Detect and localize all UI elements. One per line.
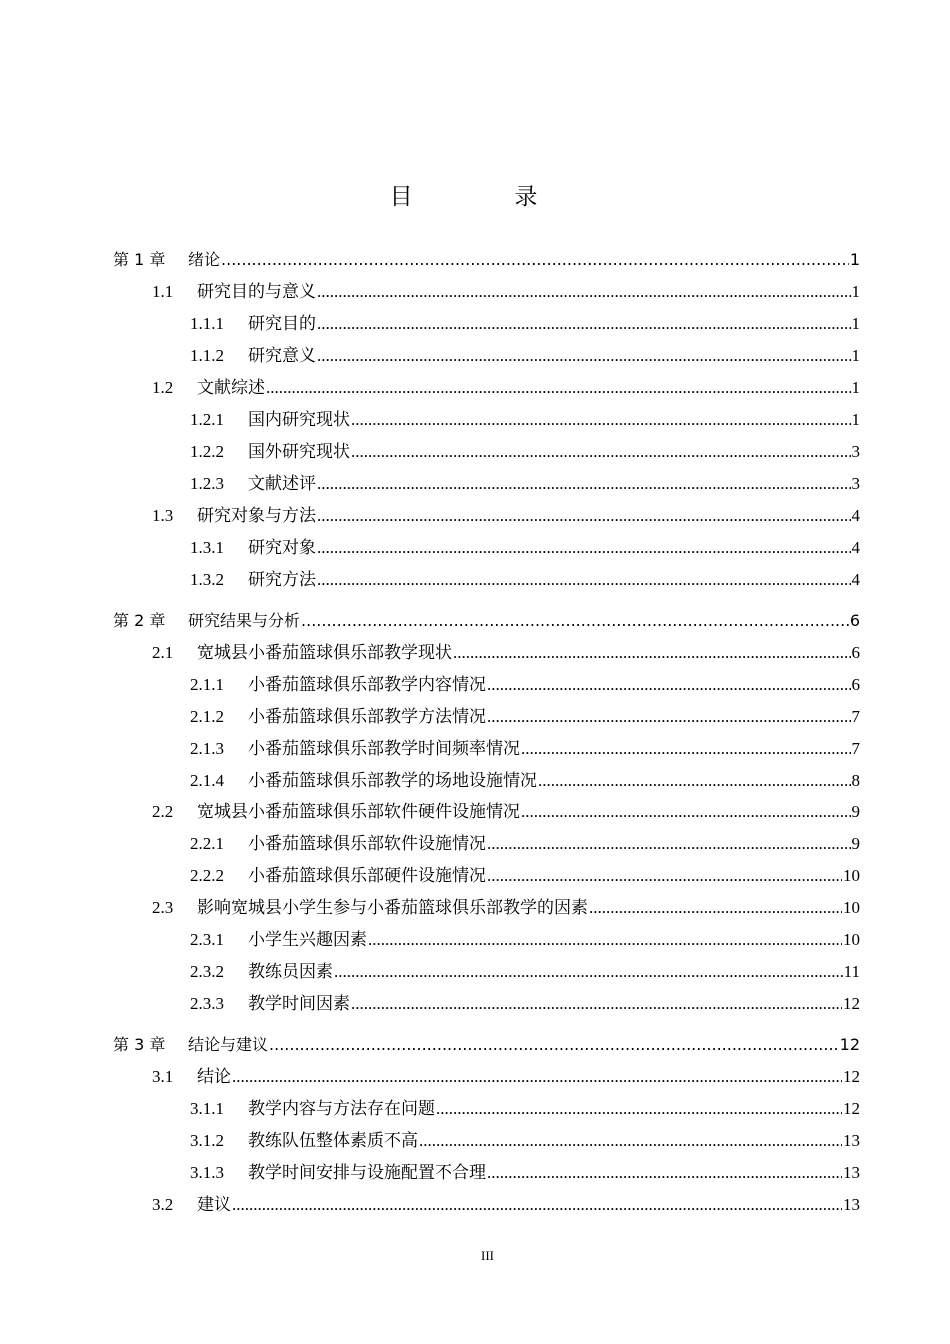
toc-leader-dots	[221, 249, 849, 271]
toc-entry[interactable]	[0, 1098, 860, 1120]
toc-entry-number: 2.3.1	[190, 930, 224, 949]
toc-entry-title: 绪论	[188, 250, 221, 269]
toc-leader-dots	[317, 281, 851, 303]
toc-entry-page: 12	[843, 1067, 860, 1086]
toc-entry[interactable]	[0, 441, 860, 463]
toc-entry[interactable]	[0, 865, 860, 887]
toc-leader-dots	[589, 897, 842, 919]
toc-entry-page: 6	[851, 643, 860, 662]
toc-entry[interactable]	[0, 642, 860, 664]
toc-entry-title: 研究对象与方法	[197, 506, 316, 525]
toc-entry-page: 6	[851, 675, 860, 694]
toc-entry[interactable]	[0, 1034, 860, 1056]
toc-entry[interactable]	[0, 738, 860, 760]
toc-entry-page: 7	[851, 739, 860, 758]
page-number: III	[481, 1248, 494, 1263]
toc-entry-number: 3.2	[152, 1195, 174, 1214]
toc-leader-dots	[351, 409, 851, 431]
toc-entry-page: 3	[851, 474, 860, 493]
toc-entry[interactable]	[0, 313, 860, 335]
toc-leader-dots	[419, 1130, 842, 1152]
toc-entry[interactable]	[0, 770, 860, 792]
toc-entry-page: 10	[843, 866, 860, 885]
toc-entry-number: 2.1.4	[190, 771, 224, 790]
toc-entry-title: 教学时间因素	[248, 994, 350, 1013]
toc-leader-dots	[453, 642, 851, 664]
toc-entry-page: 7	[851, 707, 860, 726]
toc-leader-dots	[266, 377, 851, 399]
toc-entry-number: 2.1.3	[190, 739, 224, 758]
toc-entry-title: 建议	[197, 1195, 231, 1214]
toc-entry-number: 1.2.1	[190, 410, 224, 429]
toc-leader-dots	[334, 961, 843, 983]
toc-entry[interactable]	[0, 505, 860, 527]
toc-entry[interactable]	[0, 281, 860, 303]
toc-entry-title: 小番茄篮球俱乐部教学内容情况	[248, 675, 486, 694]
toc-entry-number: 2.3	[152, 898, 174, 917]
toc-entry-title: 结论与建议	[188, 1035, 269, 1054]
toc-entry[interactable]	[0, 993, 860, 1015]
toc-entry[interactable]	[0, 1194, 860, 1216]
toc-entry[interactable]	[0, 961, 860, 983]
toc-entry-title: 宽城县小番茄篮球俱乐部软件硬件设施情况	[197, 802, 520, 821]
toc-leader-dots	[436, 1098, 842, 1120]
toc-entry-page: 4	[851, 506, 860, 525]
toc-entry-page: 13	[843, 1195, 860, 1214]
toc-entry-title: 文献综述	[197, 378, 265, 397]
toc-entry[interactable]	[0, 537, 860, 559]
toc-entry-title: 结论	[197, 1067, 231, 1086]
toc-title: 目 录	[389, 184, 586, 209]
toc-entry-number: 2.2.2	[190, 866, 224, 885]
toc-entry-page: 12	[843, 1099, 860, 1118]
toc-entry[interactable]	[0, 377, 860, 399]
toc-entry-page: 13	[843, 1131, 860, 1150]
toc-entry-number: 2.1.1	[190, 675, 224, 694]
toc-leader-dots	[317, 569, 851, 591]
toc-leader-dots	[487, 833, 851, 855]
toc-entry-title: 教练队伍整体素质不高	[248, 1131, 418, 1150]
toc-entry[interactable]	[0, 674, 860, 696]
toc-leader-dots	[317, 537, 851, 559]
toc-leader-dots	[232, 1194, 842, 1216]
toc-entry-number: 1.2	[152, 378, 174, 397]
toc-leader-dots	[317, 473, 851, 495]
toc-entry-title: 研究意义	[248, 346, 316, 365]
toc-entry-number: 3.1.3	[190, 1163, 224, 1182]
toc-entry-page: 12	[839, 1035, 860, 1054]
toc-leader-dots	[487, 674, 851, 696]
toc-entry-title: 宽城县小番茄篮球俱乐部教学现状	[197, 643, 452, 662]
toc-entry-page: 8	[851, 771, 860, 790]
toc-entry[interactable]	[0, 1066, 860, 1088]
toc-entry-title: 小学生兴趣因素	[248, 930, 367, 949]
toc-leader-dots	[301, 610, 849, 632]
toc-leader-dots	[351, 993, 842, 1015]
toc-entry-number: 2.3.3	[190, 994, 224, 1013]
toc-entry[interactable]	[0, 249, 860, 271]
toc-entry-page: 9	[851, 802, 860, 821]
toc-entry-number: 第 1 章	[113, 250, 166, 269]
toc-entry-page: 10	[843, 898, 860, 917]
toc-leader-dots	[368, 929, 842, 951]
toc-entry-number: 2.3.2	[190, 962, 224, 981]
toc-entry-page: 1	[851, 378, 860, 397]
toc-entry-title: 研究方法	[248, 570, 316, 589]
toc-entry[interactable]	[0, 897, 860, 919]
toc-entry-number: 2.1	[152, 643, 174, 662]
toc-entry-page: 3	[851, 442, 860, 461]
toc-entry-title: 小番茄篮球俱乐部教学时间频率情况	[248, 739, 520, 758]
toc-entry-title: 研究目的与意义	[197, 282, 316, 301]
toc-entry-title: 研究目的	[248, 314, 316, 333]
toc-entry-number: 1.3	[152, 506, 174, 525]
toc-entry-page: 12	[843, 994, 860, 1013]
toc-entry[interactable]	[0, 801, 860, 823]
toc-entry[interactable]	[0, 569, 860, 591]
toc-entry-title: 教练员因素	[248, 962, 333, 981]
toc-entry-number: 2.2	[152, 802, 174, 821]
toc-entry-page: 1	[851, 410, 860, 429]
toc-entry[interactable]	[0, 610, 860, 632]
toc-leader-dots	[317, 345, 851, 367]
toc-entry-number: 1.1	[152, 282, 174, 301]
toc-leader-dots	[351, 441, 851, 463]
toc-entry[interactable]	[0, 345, 860, 367]
toc-leader-dots	[521, 801, 851, 823]
toc-entry-number: 1.2.2	[190, 442, 224, 461]
toc-entry-title: 教学时间安排与设施配置不合理	[248, 1163, 486, 1182]
toc-entry-title: 教学内容与方法存在问题	[248, 1099, 435, 1118]
toc-entry-page: 10	[843, 930, 860, 949]
toc-entry-title: 小番茄篮球俱乐部教学方法情况	[248, 707, 486, 726]
toc-entry-title: 文献述评	[248, 474, 316, 493]
toc-entry-page: 1	[851, 314, 860, 333]
toc-entry-title: 小番茄篮球俱乐部硬件设施情况	[248, 866, 486, 885]
toc-entry-page: 1	[851, 282, 860, 301]
toc-entry-page: 13	[843, 1163, 860, 1182]
toc-entry-title: 小番茄篮球俱乐部教学的场地设施情况	[248, 771, 537, 790]
toc-entry-page: 11	[843, 962, 860, 981]
toc-entry-number: 第 3 章	[113, 1035, 166, 1054]
toc-entry-number: 1.3.2	[190, 570, 224, 589]
toc-leader-dots	[487, 865, 842, 887]
toc-entry-number: 1.2.3	[190, 474, 224, 493]
toc-entry-page: 4	[851, 538, 860, 557]
toc-entry[interactable]	[0, 409, 860, 431]
toc-entry[interactable]	[0, 1162, 860, 1184]
toc-entry-page: 6	[849, 611, 860, 630]
toc-leader-dots	[538, 770, 851, 792]
toc-entry-page: 9	[851, 834, 860, 853]
toc-entry[interactable]	[0, 706, 860, 728]
toc-entry-page: 1	[851, 346, 860, 365]
toc-leader-dots	[487, 706, 851, 728]
toc-entry-page: 4	[851, 570, 860, 589]
toc-entry-number: 1.1.2	[190, 346, 224, 365]
toc-entry-title: 研究结果与分析	[188, 611, 301, 630]
toc-entry-number: 第 2 章	[113, 611, 166, 630]
toc-entry-number: 2.1.2	[190, 707, 224, 726]
toc-leader-dots	[232, 1066, 842, 1088]
toc-entry[interactable]	[0, 929, 860, 951]
toc-leader-dots	[269, 1034, 839, 1056]
toc-entry-number: 1.1.1	[190, 314, 224, 333]
toc-entry-number: 2.2.1	[190, 834, 224, 853]
toc-entry-title: 研究对象	[248, 538, 316, 557]
toc-leader-dots	[487, 1162, 842, 1184]
toc-leader-dots	[317, 505, 851, 527]
toc-entry-number: 3.1.1	[190, 1099, 224, 1118]
toc-entry-title: 国内研究现状	[248, 410, 350, 429]
toc-entry-page: 1	[849, 250, 860, 269]
toc-entry-title: 影响宽城县小学生参与小番茄篮球俱乐部教学的因素	[197, 898, 588, 917]
toc-entry-number: 3.1	[152, 1067, 174, 1086]
toc-leader-dots	[317, 313, 851, 335]
toc-entry[interactable]	[0, 833, 860, 855]
toc-entry-title: 小番茄篮球俱乐部软件设施情况	[248, 834, 486, 853]
toc-entry-title: 国外研究现状	[248, 442, 350, 461]
toc-entry[interactable]	[0, 1130, 860, 1152]
toc-entry[interactable]	[0, 473, 860, 495]
toc-entry-number: 1.3.1	[190, 538, 224, 557]
toc-entry-number: 3.1.2	[190, 1131, 224, 1150]
toc-leader-dots	[521, 738, 851, 760]
